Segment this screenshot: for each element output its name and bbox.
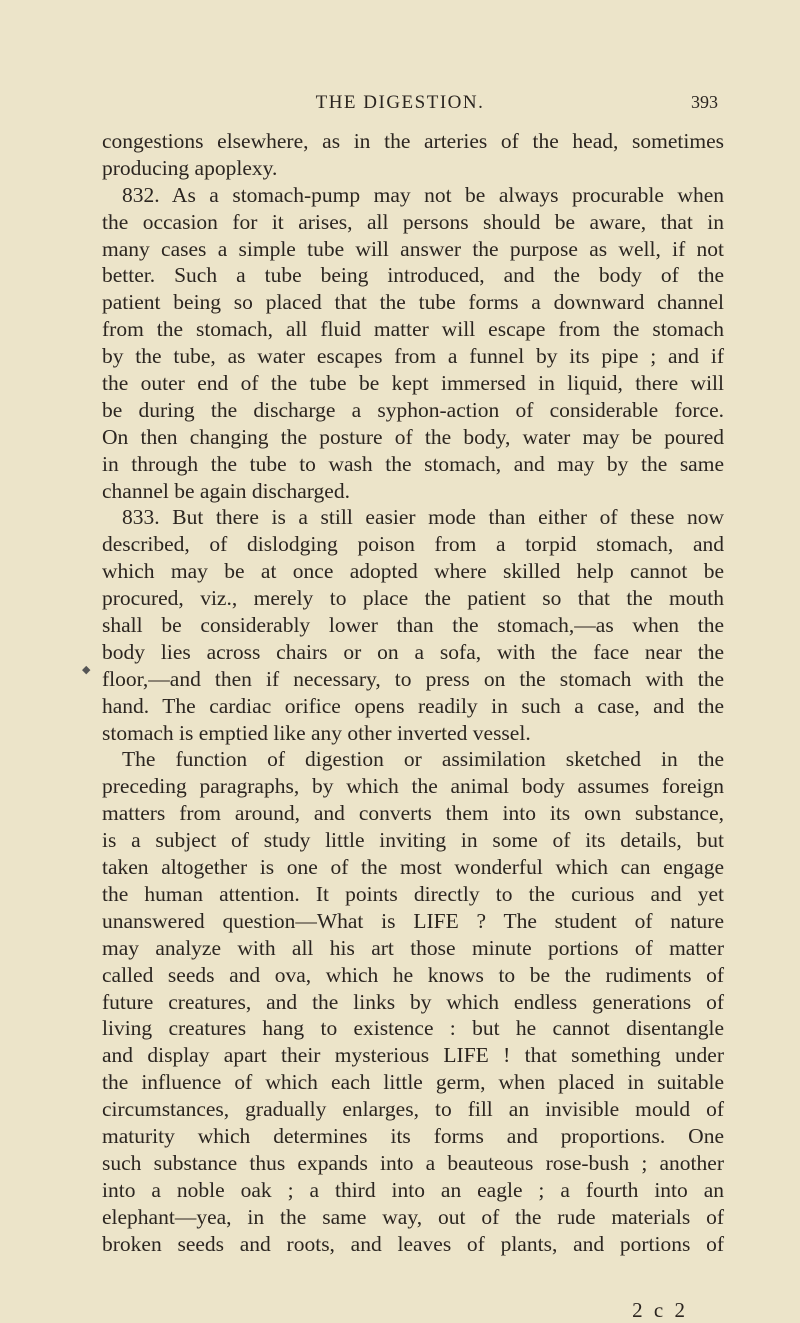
text-line: maturity which determines its forms and proportions. One (102, 1123, 724, 1148)
text-line: body lies across chairs or on a sofa, with the face near the (102, 639, 724, 664)
text-line: hand. The cardiac orifice opens readily in such a case, and the (102, 693, 724, 718)
text-line: channel be again discharged. (102, 478, 350, 503)
text-line: may analyze with all his art those minute portions of matter (102, 935, 724, 960)
text-line: matters from around, and converts them into its own substance, (102, 801, 724, 826)
text-line: be during the discharge a syphon-action of considerable force. (102, 397, 724, 422)
text-line: patient being so placed that the tube forms a downward channel (102, 290, 724, 315)
paragraph-833-start: 833. But there is a still easier mode than either of these now (122, 505, 724, 530)
text-line: from the stomach, all fluid matter will escape from the stomach (102, 317, 724, 342)
text-line: such substance thus expands into a beauteous rose-bush ; another (102, 1150, 724, 1175)
running-title: THE DIGESTION. (315, 92, 485, 113)
text-line: On then changing the posture of the body, water may be poured (102, 424, 724, 449)
text-line: producing apoplexy. (102, 155, 278, 180)
text-line: congestions elsewhere, as in the arteries of the head, sometimes (102, 129, 724, 153)
text-line: and display apart their mysterious LIFE ! that something under (102, 1043, 724, 1068)
text-line: better. Such a tube being introduced, and the body of the (102, 263, 724, 288)
text-line: into a noble oak ; a third into an eagle ; a fourth into an (102, 1177, 724, 1202)
text-line: is a subject of study little inviting in some of its details, but (102, 828, 724, 853)
text-line: elephant—yea, in the same way, out of the rude materials of (102, 1204, 724, 1229)
text-line: floor,—and then if necessary, to press on the stomach with the (102, 666, 724, 691)
text-line: the occasion for it arises, all persons should be aware, that in (102, 209, 724, 234)
text-line: many cases a simple tube will answer the purpose as well, if not (102, 236, 724, 261)
text-line: preceding paragraphs, by which the animal body assumes foreign (102, 774, 724, 799)
text-line: living creatures hang to existence : but he cannot disentangle (102, 1016, 724, 1041)
text-line: unanswered question—What is LIFE ? The student of nature (102, 908, 724, 933)
text-line: called seeds and ova, which he knows to be the rudiments of (102, 962, 724, 987)
text-line: broken seeds and roots, and leaves of plants, and portions of (102, 1231, 724, 1256)
page-header (0, 92, 800, 120)
signature-mark: 2 c 2 (632, 1298, 688, 1322)
text-line: the influence of which each little germ, when placed in suitable (102, 1070, 724, 1095)
text-line: by the tube, as water escapes from a funnel by its pipe ; and if (102, 344, 724, 369)
margin-mark: ◆ (82, 664, 91, 676)
paragraph-832-start: 832. As a stomach-pump may not be always procurable when (122, 182, 724, 207)
page-number: 393 (691, 92, 718, 112)
paragraph-function-start: The function of digestion or assimilation sketched in the (122, 747, 724, 772)
body-text (102, 128, 724, 1257)
text-line: circumstances, gradually enlarges, to fill an invisible mould of (102, 1097, 724, 1122)
text-line: the human attention. It points directly to the curious and yet (102, 881, 724, 906)
text-line: procured, viz., merely to place the patient so that the mouth (102, 586, 724, 611)
text-line: taken altogether is one of the most wonderful which can engage (102, 855, 724, 880)
text-line: the outer end of the tube be kept immersed in liquid, there will (102, 371, 724, 396)
text-line: future creatures, and the links by which endless generations of (102, 989, 724, 1014)
text-line: which may be at once adopted where skilled help cannot be (102, 559, 724, 584)
text-line: stomach is emptied like any other inverted vessel. (102, 720, 531, 745)
text-line: described, of dislodging poison from a torpid stomach, and (102, 532, 724, 557)
text-line: in through the tube to wash the stomach, and may by the same (102, 451, 724, 476)
text-line: shall be considerably lower than the stomach,—as when the (102, 613, 724, 638)
